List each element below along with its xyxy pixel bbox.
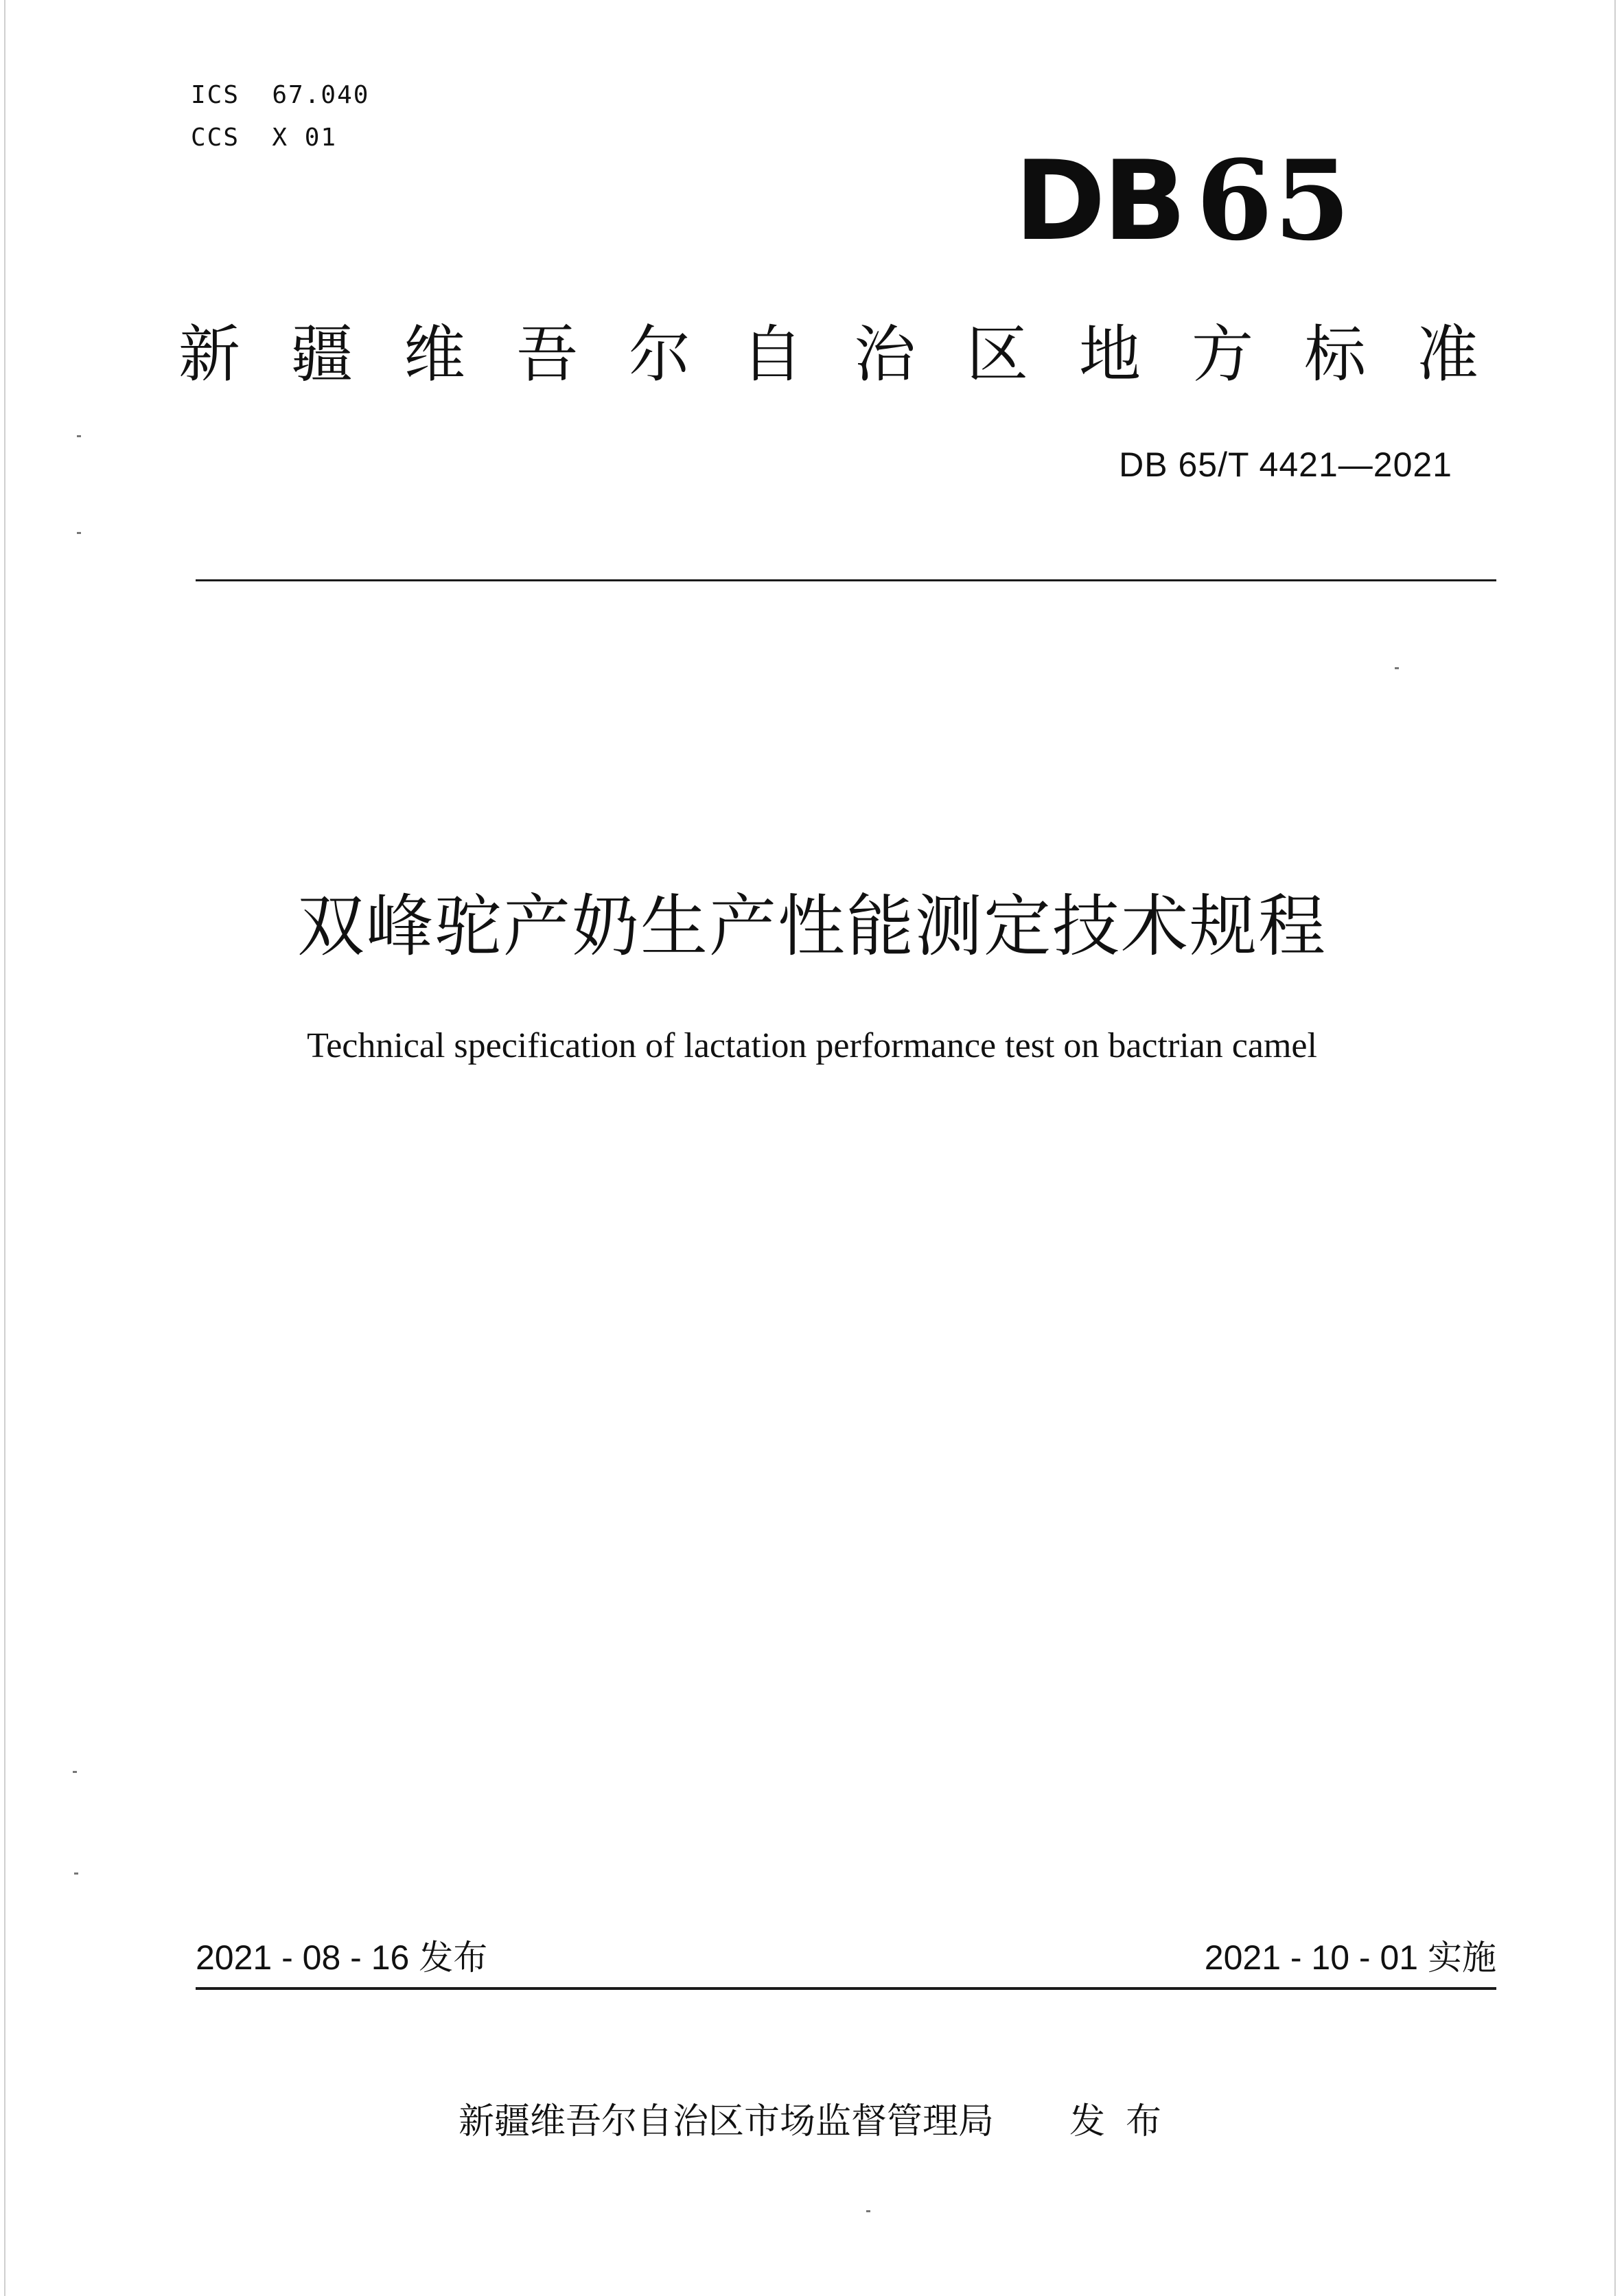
publish-action: 发布 <box>1069 2101 1183 2142</box>
footer-divider <box>196 1987 1496 1990</box>
title-chinese: 双峰驼产奶生产性能测定技术规程 <box>297 888 1327 966</box>
scan-edge-left <box>4 0 5 2296</box>
ics-code: ICS 67.040 <box>191 81 370 109</box>
scan-speck <box>1395 667 1399 669</box>
logo-letters: DB <box>1014 137 1184 265</box>
scan-speck <box>73 1771 77 1773</box>
release-date: 2021 - 08 - 16 发布 <box>196 1938 488 1977</box>
header-divider <box>196 579 1496 581</box>
db65-logo <box>1014 136 1352 265</box>
scan-speck <box>74 1872 78 1875</box>
publisher-name: 新疆维吾尔自治区市场监督管理局 <box>459 2101 995 2142</box>
implementation-date: 2021 - 10 - 01 实施 <box>1204 1938 1496 1977</box>
scan-speck <box>77 435 81 437</box>
title-english: Technical specification of lactation performance test on bactrian camel <box>307 1026 1317 1065</box>
standard-category: 新疆维吾尔自治区地方标准 <box>178 318 1529 391</box>
scan-edge-right <box>1614 0 1616 2296</box>
logo-number: 65 <box>1196 136 1352 265</box>
standard-number: DB 65/T 4421—2021 <box>1119 445 1452 484</box>
ccs-code: CCS X 01 <box>191 124 338 152</box>
scan-speck <box>77 532 81 534</box>
scan-speck <box>866 2210 870 2212</box>
publisher-line <box>459 2098 1182 2146</box>
